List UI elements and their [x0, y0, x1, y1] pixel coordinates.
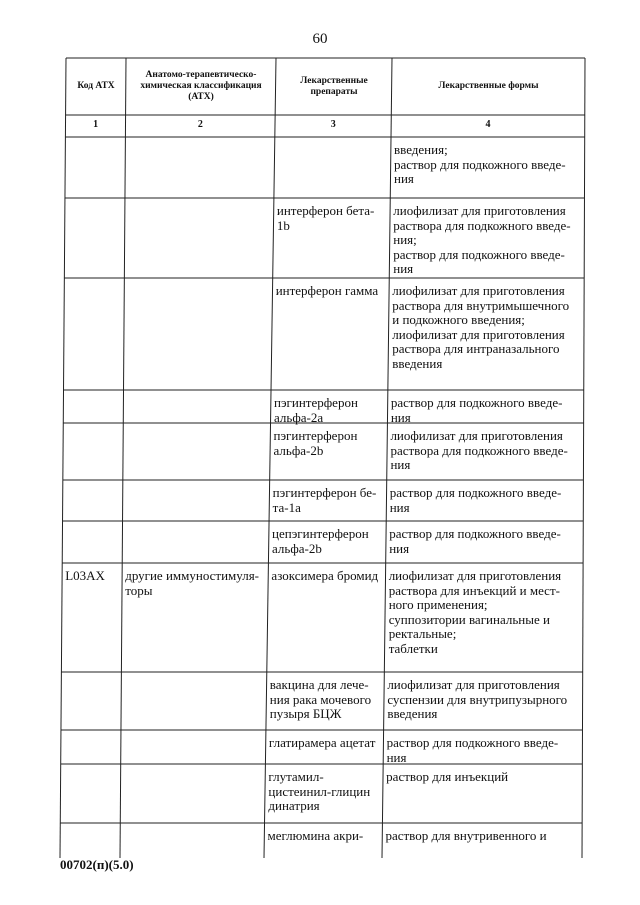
table-cell-code: L03AX [65, 568, 105, 583]
column-header-3: Лекарственные препараты [300, 75, 368, 97]
table-cell-drug: цепэгинтерферон альфа-2b [272, 526, 369, 556]
table-cell-drug: интерферон гамма [275, 283, 379, 298]
table-cell-forms: лиофилизат для приготовления раствора для подкожного введе- ния [390, 428, 568, 472]
table-cell-forms: раствор для подкожного введе- ния [386, 735, 559, 765]
page-number: 60 [312, 31, 328, 47]
column-number-3: 3 [330, 119, 336, 130]
table-cell-forms: раствор для подкожного введе- ния [389, 485, 562, 515]
column-header-2: Анатомо-терапевтическо-химическая классификация (АТХ) [140, 70, 262, 102]
table-rule-v [60, 58, 66, 858]
table-cell-forms: лиофилизат для приготовления суспензии для внутрипузырного введения [387, 677, 568, 721]
footer-code: 00702(п)(5.0) [60, 857, 134, 872]
table-cell-forms: введения; раствор для подкожного введе- ния [394, 142, 566, 186]
table-cell-drug: глутамил- цистеинил-глицин динатрия [268, 769, 371, 813]
column-number-1: 1 [93, 119, 99, 130]
table-cell-class: другие иммуностимуля- торы [125, 568, 260, 598]
column-number-4: 4 [485, 119, 491, 130]
table-cell-drug: интерферон бета- 1b [276, 203, 375, 233]
column-header-4: Лекарственные формы [438, 81, 539, 91]
column-number-2: 2 [197, 119, 203, 130]
table-cell-forms: раствор для внутривенного и [385, 828, 547, 843]
table-cell-drug: азоксимера бромид [271, 568, 379, 583]
table-cell-drug: пэгинтерферон альфа-2b [273, 428, 358, 458]
table-cell-drug: меглюмина акри- [267, 828, 364, 843]
table-cell-drug: пэгинтерферон альфа-2а [274, 395, 358, 425]
table-cell-drug: глатирамера ацетат [268, 735, 376, 750]
table-cell-drug: пэгинтерферон бе- та-1а [272, 485, 377, 515]
table-cell-forms: лиофилизат для приготовления раствора для внутримышечного и подкожного введения; лиофилизат для приготовления раствора для интраназального введения [392, 283, 570, 371]
table-cell-forms: раствор для инъекций [386, 769, 509, 784]
table-rule-v [120, 58, 126, 858]
table-cell-forms: лиофилизат для приготовления раствора для инъекций и мест- ного применения; суппозитории вагинальные и ректальные; таблетки [388, 568, 562, 656]
table-cell-forms: раствор для подкожного введе- ния [389, 526, 561, 556]
table-cell-forms: лиофилизат для приготовления раствора для подкожного введе- ния; раствор для подкожного введе- ния [393, 203, 571, 276]
column-header-1: Код АТХ [77, 81, 115, 91]
table-cell-drug: вакцина для лече- ния рака мочевого пузыря БЦЖ [269, 677, 372, 721]
table-cell-forms: раствор для подкожного введе- ния [390, 395, 563, 425]
